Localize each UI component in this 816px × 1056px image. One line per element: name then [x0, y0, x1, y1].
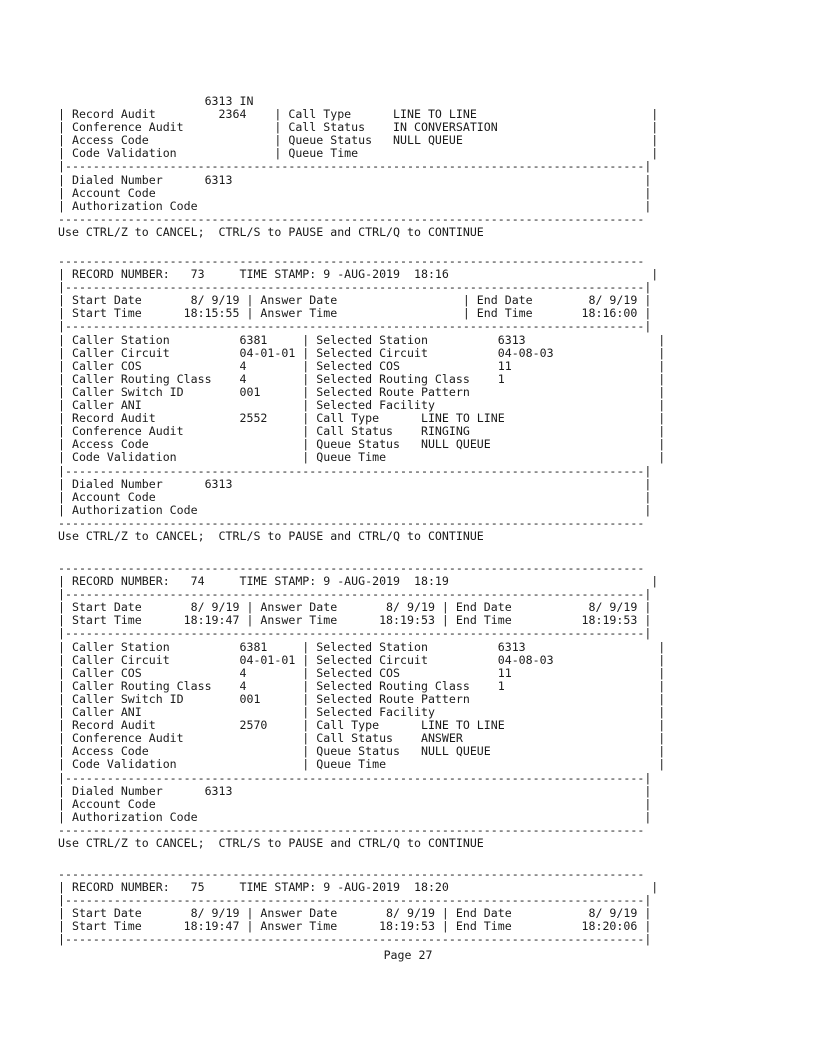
record-72-continuation: 6313 IN | Record Audit 2364 | Call Type LINE TO LINE | | Conference Audit | Call Status IN CONVERSATION | | Access Code | Queue Status NULL QUEUE | | Code Validation | Queue Time | |-----------------------------------------------------------------------------------| | Dialed Number 6313 | | Account Code | | Authorization Code | ------------------------------------------------------------------------------------ Use CTRL/Z to CANCEL; CTRL/S to PAUSE and CTRL/Q to CONTINUE: [58, 94, 659, 239]
record-75: ------------------------------------------------------------------------------------ | RECORD NUMBER: 75 TIME STAMP: 9 -AUG-2019 18:20 | |-----------------------------------------------------------------------------------| | Start Date 8/ 9/19 | Answer Date 8/ 9/19 | End Date 8/ 9/19 | | Start Time 18:19:47 | Answer Time 18:19:53 | End Time 18:20:06 | |-----------------------------------------------------------------------------------|: [58, 867, 659, 947]
record-73: ------------------------------------------------------------------------------------ | RECORD NUMBER: 73 TIME STAMP: 9 -AUG-2019 18:16 | |-----------------------------------------------------------------------------------| | Start Date 8/ 9/19 | Answer Date | End Date 8/ 9/19 | | Start Time 18:15:55 | Answer Time | End Time 18:16:00 | |-----------------------------------------------------------------------------------| | Caller Station 6381 | Selected Station 6313 | | Caller Circuit 04-01-01 | Selected Circuit 04-08-03 | | Caller COS 4 | Selected COS 11 | | Caller Routing Class 4 | Selected Routing Class 1 | | Caller Switch ID 001 | Selected Route Pattern | | Caller ANI | Selected Facility | | Record Audit 2552 | Call Type LINE TO LINE | | Conference Audit | Call Status RINGING | | Access Code | Queue Status NULL QUEUE | | Code Validation | Queue Time | |-----------------------------------------------------------------------------------| | Dialed Number 6313 | | Account Code | | Authorization Code | ------------------------------------------------------------------------------------ Use CTRL/Z to CANCEL; CTRL/S to PAUSE and CTRL/Q to CONTINUE: [58, 254, 666, 543]
page-number: Page 27: [383, 948, 433, 962]
record-74: ------------------------------------------------------------------------------------ | RECORD NUMBER: 74 TIME STAMP: 9 -AUG-2019 18:19 | |-----------------------------------------------------------------------------------| | Start Date 8/ 9/19 | Answer Date 8/ 9/19 | End Date 8/ 9/19 | | Start Time 18:19:47 | Answer Time 18:19:53 | End Time 18:19:53 | |-----------------------------------------------------------------------------------| | Caller Station 6381 | Selected Station 6313 | | Caller Circuit 04-01-01 | Selected Circuit 04-08-03 | | Caller COS 4 | Selected COS 11 | | Caller Routing Class 4 | Selected Routing Class 1 | | Caller Switch ID 001 | Selected Route Pattern | | Caller ANI | Selected Facility | | Record Audit 2570 | Call Type LINE TO LINE | | Conference Audit | Call Status ANSWER | | Access Code | Queue Status NULL QUEUE | | Code Validation | Queue Time | |-----------------------------------------------------------------------------------| | Dialed Number 6313 | | Account Code | | Authorization Code | ------------------------------------------------------------------------------------ Use CTRL/Z to CANCEL; CTRL/S to PAUSE and CTRL/Q to CONTINUE: [58, 561, 666, 850]
